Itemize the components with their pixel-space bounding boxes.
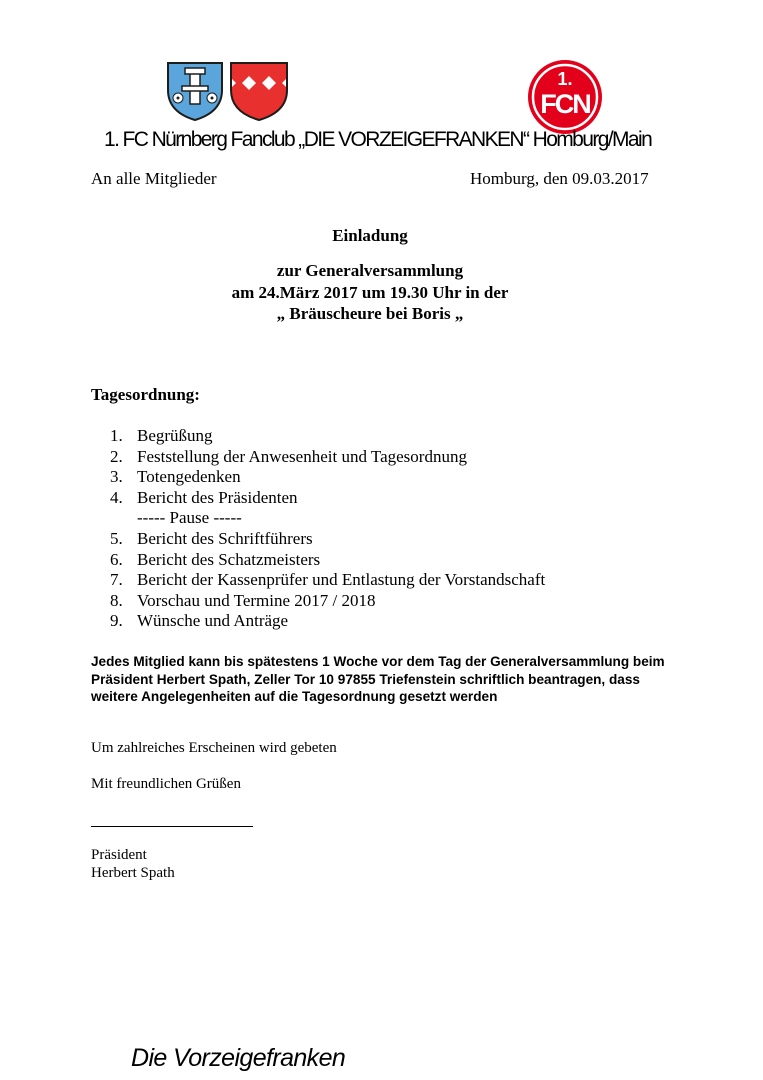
agenda-item-text: Bericht des Präsidenten bbox=[137, 487, 298, 507]
agenda-item-text: Wünsche und Anträge bbox=[137, 611, 289, 631]
logo-text-top: 1. bbox=[557, 69, 573, 89]
closing-line-1: Um zahlreiches Erscheinen wird gebeten bbox=[91, 740, 337, 756]
1fcn-logo-icon bbox=[526, 58, 604, 136]
agenda-heading: Tagesordnung: bbox=[91, 385, 200, 404]
agenda-item-number: 2. bbox=[110, 446, 123, 466]
invitation-title: Einladung bbox=[332, 226, 408, 245]
place-date: Homburg, den 09.03.2017 bbox=[470, 169, 649, 188]
agenda-item bbox=[110, 611, 545, 632]
franken-rake-crest-icon bbox=[229, 60, 289, 122]
agenda-item-number: 3. bbox=[110, 467, 123, 487]
agenda-item-number: 5. bbox=[110, 528, 123, 548]
invitation-line-3: „ Bräuscheure bei Boris „ bbox=[276, 304, 464, 323]
signature-line bbox=[91, 826, 253, 827]
agenda-item-text: Vorschau und Termine 2017 / 2018 bbox=[137, 590, 376, 610]
logo-text-main: FCN bbox=[540, 89, 590, 119]
signer-name: Herbert Spath bbox=[91, 865, 175, 881]
agenda-item bbox=[110, 550, 545, 571]
agenda-item-text: Feststellung der Anwesenheit und Tagesordnung bbox=[137, 446, 467, 466]
closing-line-2: Mit freundlichen Grüßen bbox=[91, 776, 241, 792]
agenda-item-text: Bericht der Kassenprüfer und Entlastung der Vorstandschaft bbox=[137, 570, 546, 590]
homburg-crest-icon bbox=[166, 60, 224, 122]
agenda-item-number: 1. bbox=[110, 426, 123, 445]
agenda-item bbox=[110, 467, 545, 488]
agenda-item bbox=[110, 591, 545, 612]
agenda-item bbox=[110, 570, 545, 591]
agenda-item-number: 8. bbox=[110, 590, 123, 610]
invitation-line-2: am 24.März 2017 um 19.30 Uhr in der bbox=[231, 283, 509, 302]
notice-line-2: Präsident Herbert Spath, Zeller Tor 10 97855 Triefenstein schriftlich beantragen, dass bbox=[91, 671, 640, 687]
agenda-list bbox=[110, 426, 545, 632]
agenda-item-text: Bericht des Schatzmeisters bbox=[137, 549, 321, 569]
agenda-item-text: Begrüßung bbox=[137, 426, 213, 445]
notice-paragraph bbox=[91, 653, 691, 706]
agenda-item bbox=[110, 426, 545, 447]
agenda-item-number: 9. bbox=[110, 611, 123, 631]
agenda-item-number: 6. bbox=[110, 549, 123, 569]
agenda-item-text: Totengedenken bbox=[137, 467, 241, 487]
agenda-item-number: 4. bbox=[110, 487, 123, 507]
agenda-item bbox=[110, 447, 545, 468]
signer-role: Präsident bbox=[91, 847, 147, 863]
agenda-item-text: Bericht des Schriftführers bbox=[137, 528, 313, 548]
salutation: An alle Mitglieder bbox=[91, 169, 217, 188]
agenda-pause: ----- Pause ----- bbox=[137, 508, 242, 528]
notice-line-3: weitere Angelegenheiten auf die Tagesordnung gesetzt werden bbox=[91, 689, 498, 704]
footer-signature: Die Vorzeigefranken bbox=[131, 1044, 346, 1072]
notice-line-1: Jedes Mitglied kann bis spätestens 1 Woche vor dem Tag der Generalversammlung beim bbox=[91, 654, 665, 669]
agenda-item bbox=[110, 488, 545, 509]
agenda-item-number: 7. bbox=[110, 570, 123, 590]
club-title: 1. FC Nürnberg Fanclub „DIE VORZEIGEFRANKEN“ Homburg/Main bbox=[104, 128, 652, 151]
agenda-item bbox=[110, 529, 545, 550]
invitation-line-1: zur Generalversammlung bbox=[276, 261, 464, 280]
